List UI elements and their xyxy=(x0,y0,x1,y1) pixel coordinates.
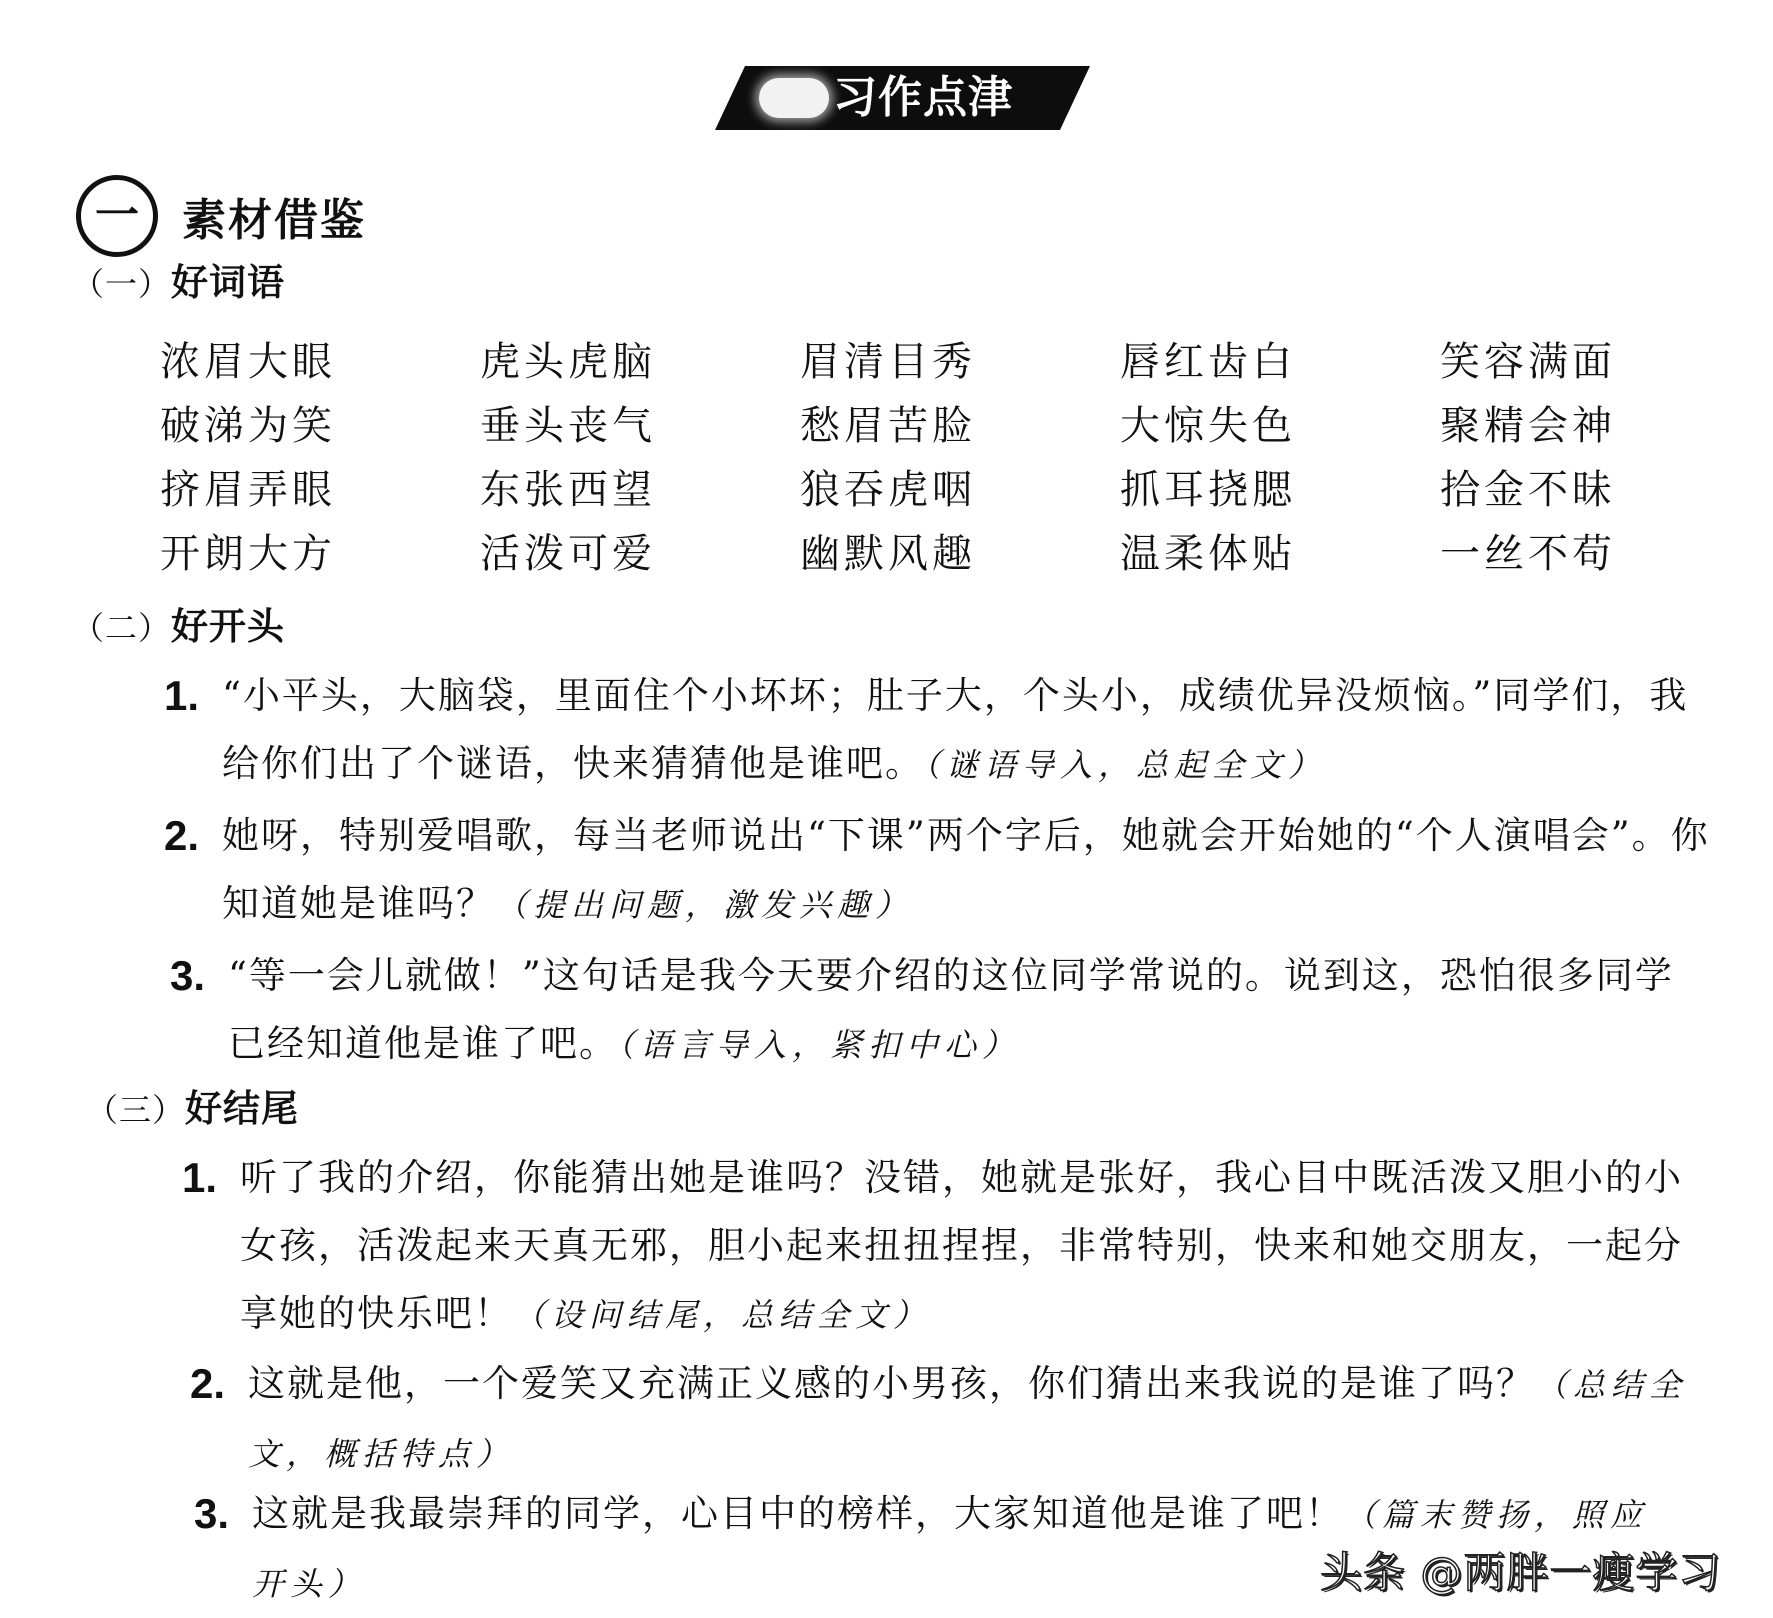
item-note: （语言导入，紧扣中心） xyxy=(618,1026,1021,1064)
word-item: 眉清目秀 xyxy=(800,339,976,385)
subsection-good-endings-heading xyxy=(86,1078,299,1132)
word-item: 幽默风趣 xyxy=(800,531,976,577)
subsection-good-words-heading xyxy=(72,252,285,306)
good-words-grid xyxy=(160,330,1760,586)
item-text: “小平头，大脑袋，里面住个小坏坏；肚子大，个头小，成绩优异没烦恼。”同学们，我给你们出了个谜语，快来猜猜他是谁吧。 xyxy=(222,674,1689,785)
circled-number-icon: 一 xyxy=(76,175,158,257)
item-number: 3. xyxy=(170,952,206,999)
item-number: 1. xyxy=(164,672,200,719)
word-item: 拾金不昧 xyxy=(1440,467,1616,513)
opening-item-1 xyxy=(164,662,1712,799)
item-text: “等一会儿就做！”这句话是我今天要介绍的这位同学常说的。说到这，恐怕很多同学已经知道他是谁了吧。 xyxy=(228,954,1674,1065)
item-text: 她呀，特别爱唱歌，每当老师说出“下课”两个字后，她就会开始她的“个人演唱会”。你知道她是谁吗？ xyxy=(222,814,1710,925)
item-text: 这就是他，一个爱笑又充满正义感的小男孩，你们猜出来我说的是谁了吗？ xyxy=(248,1362,1535,1405)
subsection-good-openings-heading xyxy=(72,596,285,650)
word-item: 一丝不苟 xyxy=(1440,531,1616,577)
word-item: 聚精会神 xyxy=(1440,403,1616,449)
word-item: 活泼可爱 xyxy=(480,531,656,577)
word-item: 温柔体贴 xyxy=(1120,531,1296,577)
opening-item-2 xyxy=(164,802,1712,939)
subsection-label: 好词语 xyxy=(171,261,286,304)
section-heading xyxy=(76,175,366,257)
banner-oval-decoration xyxy=(759,78,829,118)
word-item: 唇红齿白 xyxy=(1120,339,1296,385)
watermark: 头条 @两胖一瘦学习 xyxy=(1320,1548,1722,1597)
subsection-label: 好结尾 xyxy=(185,1087,300,1130)
item-number: 2. xyxy=(164,812,200,859)
item-number: 1. xyxy=(182,1154,218,1201)
word-item: 抓耳挠腮 xyxy=(1120,467,1296,513)
subsection-number: （三） xyxy=(86,1091,186,1129)
item-number: 2. xyxy=(190,1360,226,1407)
word-item: 开朗大方 xyxy=(160,531,336,577)
word-item: 破涕为笑 xyxy=(160,403,336,449)
item-text: 这就是我最崇拜的同学，心目中的榜样，大家知道他是谁了吧！ xyxy=(252,1492,1344,1535)
word-item: 东张西望 xyxy=(480,467,656,513)
item-number: 3. xyxy=(194,1490,230,1537)
item-note: （谜语导入，总起全文） xyxy=(924,746,1327,784)
ending-item-2 xyxy=(190,1350,1698,1488)
item-note: （设问结尾，总结全文） xyxy=(513,1296,932,1334)
word-item: 挤眉弄眼 xyxy=(160,467,336,513)
item-text: 听了我的介绍，你能猜出她是谁吗？没错，她就是张好，我心目中既活泼又胆小的小女孩，活泼起来天真无邪，胆小起来扭扭捏捏，非常特别，快来和她交朋友，一起分享她的快乐吧！ xyxy=(240,1156,1683,1335)
word-item: 大惊失色 xyxy=(1120,403,1296,449)
subsection-number: （二） xyxy=(72,609,172,647)
page-banner xyxy=(715,66,1090,130)
item-note: （总结全文，概括特点） xyxy=(248,1366,1688,1473)
word-item: 狼吞虎咽 xyxy=(800,467,976,513)
word-item: 垂头丧气 xyxy=(480,403,656,449)
section-title: 素材借鉴 xyxy=(182,195,366,246)
word-item: 愁眉苦脸 xyxy=(800,403,976,449)
subsection-number: （一） xyxy=(72,265,172,303)
word-item: 虎头虎脑 xyxy=(480,339,656,385)
word-item: 浓眉大眼 xyxy=(160,339,336,385)
ending-item-1 xyxy=(182,1144,1700,1349)
item-note: （篇末赞扬，照应开头） xyxy=(252,1496,1649,1603)
opening-item-3 xyxy=(170,942,1708,1079)
item-note: （提出问题，激发兴趣） xyxy=(495,886,914,924)
word-item: 笑容满面 xyxy=(1440,339,1616,385)
subsection-label: 好开头 xyxy=(171,605,286,648)
banner-title: 习作点津 xyxy=(833,72,1013,123)
